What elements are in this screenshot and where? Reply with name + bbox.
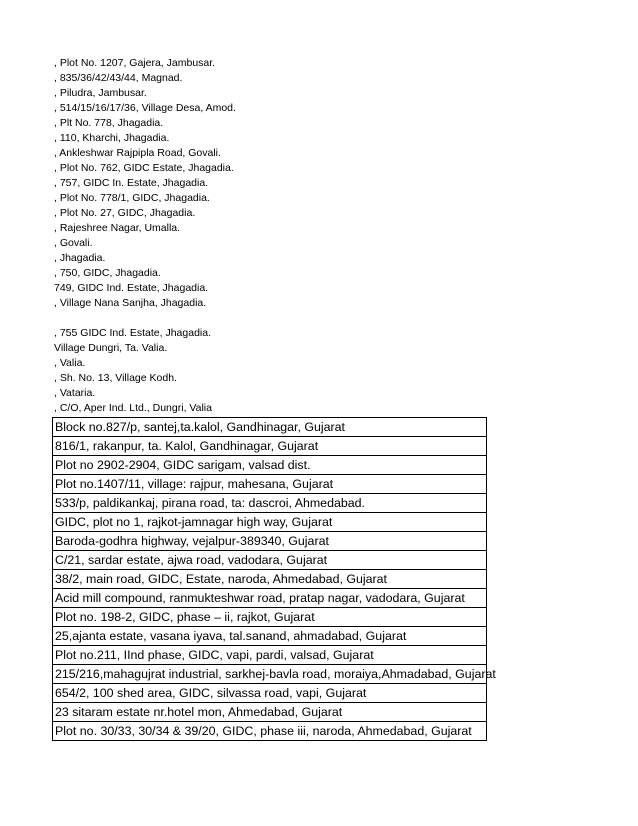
- address-table: [52, 417, 496, 741]
- table-cell: Plot no 2902-2904, GIDC sarigam, valsad dist.: [55, 458, 311, 472]
- table-row: [52, 475, 487, 494]
- address-line: , Plot No. 762, GIDC Estate, Jhagadia.: [54, 162, 234, 174]
- table-cell: Plot no.211, IInd phase, GIDC, vapi, pardi, valsad, Gujarat: [55, 648, 374, 662]
- address-line: , 110, Kharchi, Jhagadia.: [54, 132, 170, 144]
- address-line: , Plt No. 778, Jhagadia.: [54, 117, 164, 129]
- table-cell: Block no.827/p, santej,ta.kalol, Gandhinagar, Gujarat: [55, 420, 345, 434]
- address-line: , Vataria.: [54, 387, 96, 399]
- table-cell: 215/216,mahagujrat industrial, sarkhej-bavla road, moraiya,Ahmadabad, Gujarat: [55, 667, 496, 681]
- table-row: [52, 684, 487, 703]
- table-cell: 25,ajanta estate, vasana iyava, tal.sanand, ahmadabad, Gujarat: [55, 629, 407, 643]
- address-line: , Plot No. 1207, Gajera, Jambusar.: [54, 57, 216, 69]
- address-line: 749, GIDC Ind. Estate, Jhagadia.: [54, 282, 209, 294]
- address-line: , 750, GIDC, Jhagadia.: [54, 267, 161, 279]
- table-row: [52, 703, 487, 722]
- address-line: , Ankleshwar Rajpipla Road, Govali.: [54, 147, 221, 159]
- table-cell: Plot no. 198-2, GIDC, phase – ii, rajkot, Gujarat: [55, 610, 315, 624]
- table-cell: 654/2, 100 shed area, GIDC, silvassa road, vapi, Gujarat: [55, 686, 367, 700]
- table-row: [52, 456, 487, 475]
- table-row: [52, 494, 487, 513]
- address-line: , Jhagadia.: [54, 252, 106, 264]
- table-cell: C/21, sardar estate, ajwa road, vadodara, Gujarat: [55, 553, 328, 567]
- table-cell: Acid mill compound, ranmukteshwar road, pratap nagar, vadodara, Gujarat: [55, 591, 465, 605]
- table-cell: 38/2, main road, GIDC, Estate, naroda, Ahmedabad, Gujarat: [55, 572, 387, 586]
- address-line: , 755 GIDC Ind. Estate, Jhagadia.: [54, 327, 212, 339]
- address-list: [54, 56, 494, 416]
- table-cell: 816/1, rakanpur, ta. Kalol, Gandhinagar, Gujarat: [55, 439, 319, 453]
- table-row: [52, 570, 487, 589]
- address-line: , Sh. No. 13, Village Kodh.: [54, 372, 177, 384]
- address-line: , Village Nana Sanjha, Jhagadia.: [54, 297, 207, 309]
- address-line: , 514/15/16/17/36, Village Desa, Amod.: [54, 102, 236, 114]
- blank-line: [54, 311, 494, 326]
- table-cell: 23 sitaram estate nr.hotel mon, Ahmedabad, Gujarat: [55, 705, 343, 719]
- table-cell: Baroda-godhra highway, vejalpur-389340, Gujarat: [55, 534, 329, 548]
- table-row: [52, 646, 487, 665]
- table-row: [52, 665, 496, 684]
- table-row: [52, 608, 487, 627]
- table-row: [52, 722, 487, 741]
- table-row: [52, 418, 487, 437]
- table-cell: Plot no. 30/33, 30/34 & 39/20, GIDC, phase iii, naroda, Ahmedabad, Gujarat: [55, 724, 472, 738]
- address-line: , Rajeshree Nagar, Umalla.: [54, 222, 181, 234]
- address-line: , Piludra, Jambusar.: [54, 87, 147, 99]
- table-cell: 533/p, paldikankaj, pirana road, ta: dascroi, Ahmedabad.: [55, 496, 365, 510]
- address-line: , C/O, Aper Ind. Ltd., Dungri, Valia: [54, 402, 212, 414]
- table-row: [52, 532, 487, 551]
- table-row: [52, 551, 487, 570]
- address-line: , Valia.: [54, 357, 86, 369]
- address-line: Village Dungri, Ta. Valia.: [54, 342, 168, 354]
- table-row: [52, 589, 487, 608]
- table-cell: Plot no.1407/11, village: rajpur, mahesana, Gujarat: [55, 477, 334, 491]
- table-row: [52, 437, 487, 456]
- address-line: , Govali.: [54, 237, 93, 249]
- table-row: [52, 513, 487, 532]
- address-line: , 835/36/42/43/44, Magnad.: [54, 72, 183, 84]
- table-row: [52, 627, 487, 646]
- table-cell: GIDC, plot no 1, rajkot-jamnagar high way, Gujarat: [55, 515, 333, 529]
- address-line: , 757, GIDC In. Estate, Jhagadia.: [54, 177, 209, 189]
- address-line: , Plot No. 778/1, GIDC, Jhagadia.: [54, 192, 210, 204]
- address-line: , Plot No. 27, GIDC, Jhagadia.: [54, 207, 196, 219]
